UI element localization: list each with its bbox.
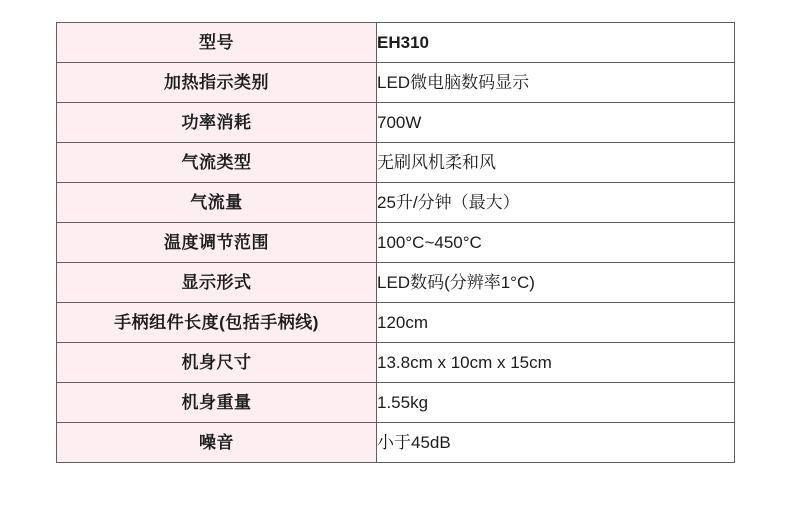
spec-value-text: 120cm	[377, 312, 429, 332]
spec-label-cell	[57, 223, 377, 263]
spec-value-text: EH310	[377, 32, 429, 52]
spec-label-cell	[57, 63, 377, 103]
spec-label-cell	[57, 423, 377, 463]
spec-value-text: LED微电脑数码显示	[377, 72, 530, 92]
table-row	[57, 143, 735, 183]
table-row	[57, 343, 735, 383]
table-row	[57, 63, 735, 103]
spec-value-cell	[377, 343, 735, 383]
spec-value-cell	[377, 103, 735, 143]
spec-label-text: 手柄组件长度(包括手柄线)	[114, 312, 319, 332]
table-row	[57, 223, 735, 263]
table-row	[57, 423, 735, 463]
spec-value-cell	[377, 383, 735, 423]
spec-table-body	[57, 23, 735, 463]
spec-label-cell	[57, 143, 377, 183]
spec-value-text: 100°C~450°C	[377, 232, 482, 252]
spec-label-text: 温度调节范围	[164, 232, 269, 252]
spec-label-text: 型号	[199, 32, 234, 52]
specification-table	[56, 22, 735, 463]
spec-value-cell	[377, 223, 735, 263]
spec-value-text: LED数码(分辨率1°C)	[377, 272, 535, 292]
spec-label-cell	[57, 383, 377, 423]
spec-value-text: 700W	[377, 112, 422, 132]
spec-value-text: 13.8cm x 10cm x 15cm	[377, 352, 552, 372]
spec-label-cell	[57, 103, 377, 143]
spec-label-text: 噪音	[199, 432, 234, 452]
spec-label-cell	[57, 23, 377, 63]
spec-table-container	[56, 22, 734, 463]
spec-label-text: 功率消耗	[181, 112, 252, 132]
table-row	[57, 23, 735, 63]
table-row	[57, 383, 735, 423]
table-row	[57, 183, 735, 223]
spec-value-cell	[377, 183, 735, 223]
spec-value-cell	[377, 423, 735, 463]
spec-label-text: 加热指示类别	[164, 72, 269, 92]
spec-value-cell	[377, 23, 735, 63]
spec-label-cell	[57, 263, 377, 303]
spec-label-text: 气流量	[190, 192, 243, 212]
spec-label-text: 气流类型	[181, 152, 252, 172]
spec-value-text: 25升/分钟（最大）	[377, 192, 520, 212]
table-row	[57, 303, 735, 343]
spec-label-cell	[57, 343, 377, 383]
spec-label-cell	[57, 303, 377, 343]
spec-value-text: 无刷风机柔和风	[377, 152, 496, 172]
table-row	[57, 103, 735, 143]
spec-label-cell	[57, 183, 377, 223]
table-row	[57, 263, 735, 303]
spec-label-text: 机身重量	[181, 392, 252, 412]
spec-value-text: 1.55kg	[377, 392, 429, 412]
spec-value-text: 小于45dB	[377, 432, 451, 452]
spec-value-cell	[377, 303, 735, 343]
spec-value-cell	[377, 263, 735, 303]
spec-label-text: 显示形式	[181, 272, 252, 292]
spec-value-cell	[377, 63, 735, 103]
spec-label-text: 机身尺寸	[181, 352, 252, 372]
spec-value-cell	[377, 143, 735, 183]
